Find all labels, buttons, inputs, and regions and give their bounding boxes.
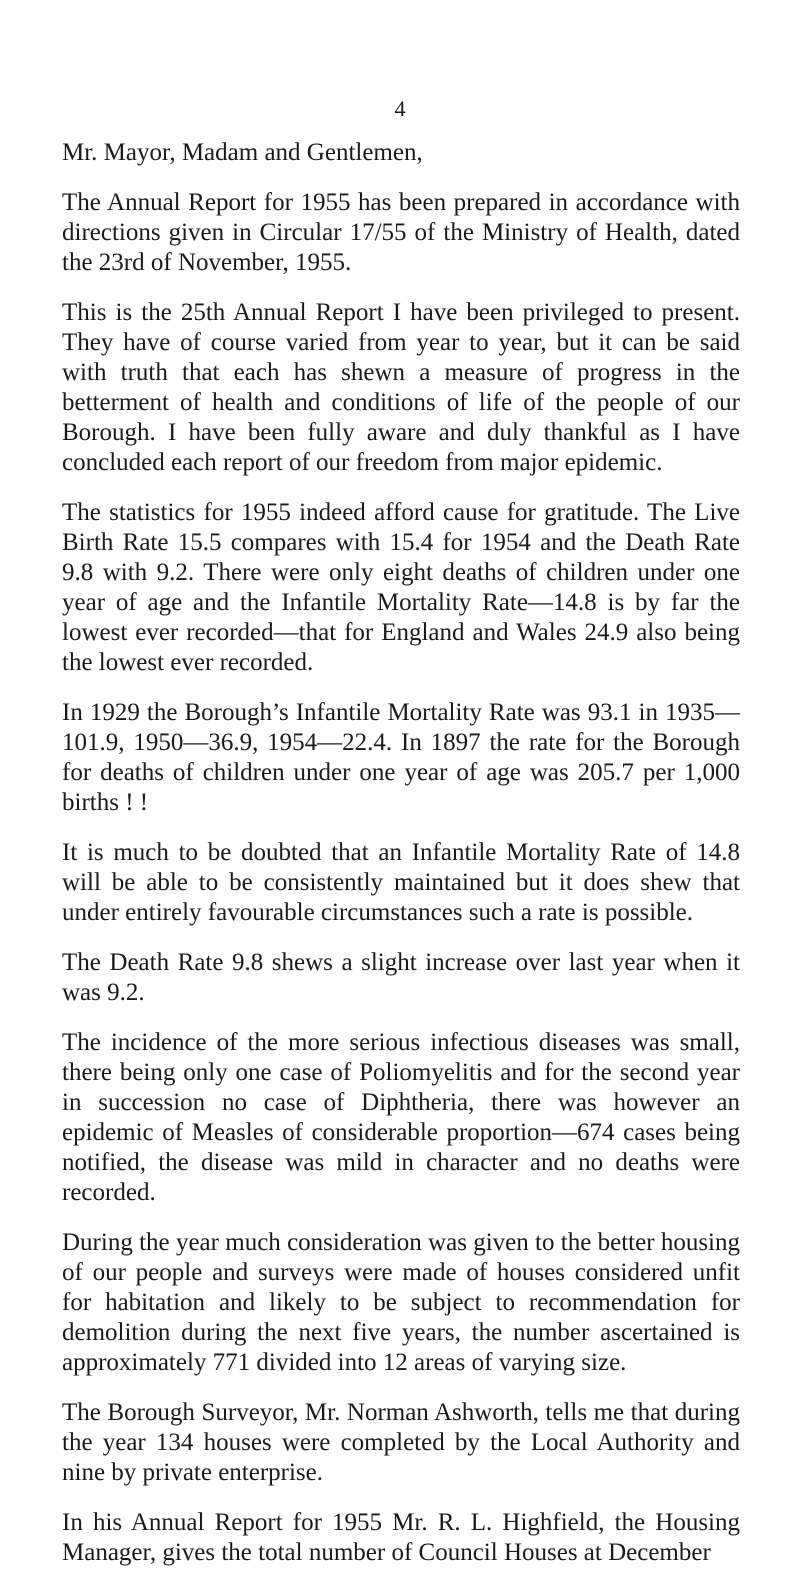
paragraph-housing-manager: In his Annual Report for 1955 Mr. R. L. Highfield, the Housing Manager, gives the total number of Council Houses at December <box>62 1509 740 1566</box>
page-number: 4 <box>394 96 406 121</box>
paragraph-25th-report: This is the 25th Annual Report I have been privileged to present. They have of course varied from year to year, but it can be said with truth that each has shewn a measure of progress in the betterment of health and conditions of life of the people of our Borough. I have been fully aware and duly thankful as I have concluded each report of our freedom from major epidemic. <box>62 299 740 476</box>
paragraph-report-preparation: The Annual Report for 1955 has been prepared in accordance with directions given in Circular 17/55 of the Ministry of Health, dated the 23rd of November, 1955. <box>62 189 740 276</box>
salutation: Mr. Mayor, Madam and Gentlemen, <box>62 139 423 166</box>
paragraph-rate-maintainability: It is much to be doubted that an Infantile Mortality Rate of 14.8 will be able to be consistently maintained but it does shew that under entirely favourable circumstances such a rate is possible. <box>62 839 740 926</box>
paragraph-housing-surveys: During the year much consideration was given to the better housing of our people and surveys were made of houses considered unfit for habitation and likely to be subject to recommendation for demolition during the next five years, the number ascertained is approximately 771 divided into 12 areas of varying size. <box>62 1229 740 1376</box>
paragraph-historic-infant-mortality: In 1929 the Borough’s Infantile Mortality Rate was 93.1 in 1935—101.9, 1950—36.9, 1954—22.4. In 1897 the rate for the Borough for deaths of children under one year of age was 205.7 per 1,000 births ! ! <box>62 699 740 816</box>
paragraph-infectious-diseases: The incidence of the more serious infectious diseases was small, there being only one case of Poliomyelitis and for the second year in succession no case of Diphtheria, there was however an epidemic of Measles of considerable proportion—674 cases being notified, the disease was mild in character and no deaths were recorded. <box>62 1029 740 1206</box>
report-body <box>62 138 740 1588</box>
paragraph-statistics-1955: The statistics for 1955 indeed afford cause for gratitude. The Live Birth Rate 15.5 compares with 15.4 for 1954 and the Death Rate 9.8 with 9.2. There were only eight deaths of children under one year of age and the Infantile Mortality Rate—14.8 is by far the lowest ever recorded—that for England and Wales 24.9 also being the lowest ever recorded. <box>62 499 740 676</box>
paragraph-death-rate: The Death Rate 9.8 shews a slight increase over last year when it was 9.2. <box>62 949 740 1006</box>
paragraph-borough-surveyor: The Borough Surveyor, Mr. Norman Ashworth, tells me that during the year 134 houses were completed by the Local Authority and nine by private enterprise. <box>62 1399 740 1486</box>
